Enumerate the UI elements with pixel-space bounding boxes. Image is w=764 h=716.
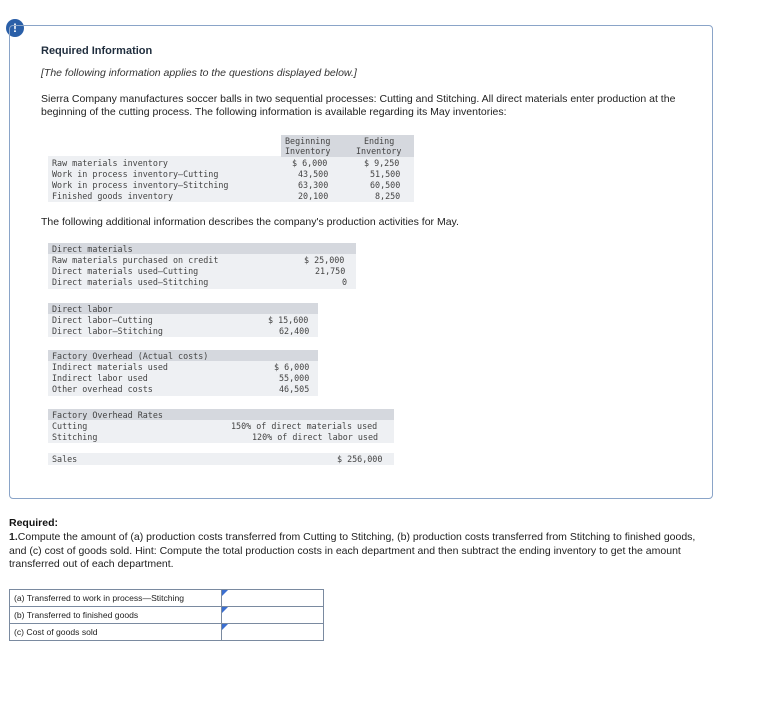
oh-value: 55,000 [279,373,310,383]
rates-value: 150% of direct materials used [231,421,378,431]
inv-label: Finished goods inventory [52,191,174,201]
rates-heading: Factory Overhead Rates [52,410,163,420]
dl-value: $ 15,600 [268,315,309,325]
answer-label: (a) Transferred to work in process—Stitching [10,590,222,607]
inv-end: 60,500 [370,180,401,190]
oh-heading: Factory Overhead (Actual costs) [52,351,209,361]
inv-end: 51,500 [370,169,401,179]
answer-label: (b) Transferred to finished goods [10,607,222,624]
answer-input[interactable] [226,624,323,640]
answer-label: (c) Cost of goods sold [10,624,222,641]
required-information-title: Required Information [41,45,153,57]
answer-row [10,624,324,641]
applies-note: [The following information applies to the questions displayed below.] [41,67,357,79]
dm-label: Direct materials used—Stitching [52,277,209,287]
dl-value: 62,400 [279,326,310,336]
col-ending-line2: Inventory [356,146,402,156]
answer-input-cell[interactable] [222,624,324,641]
rates-value: 120% of direct labor used [252,432,379,442]
col-beginning-line1: Beginning [285,136,331,146]
oh-label: Indirect materials used [52,362,168,372]
dl-label: Direct labor—Cutting [52,315,153,325]
answer-table [9,589,324,641]
answer-row [10,607,324,624]
dm-value: 21,750 [315,266,346,276]
additional-info-text: The following additional information describes the company's production activities for May. [41,216,459,228]
dl-heading: Direct labor [52,304,113,314]
answer-input[interactable] [226,590,323,606]
inv-begin: $ 6,000 [292,158,328,168]
oh-value: 46,505 [279,384,310,394]
dl-label: Direct labor—Stitching [52,326,163,336]
question-1 [9,531,709,572]
input-marker-icon [222,607,228,613]
inv-begin: 43,500 [298,169,329,179]
col-beginning-line2: Inventory [285,146,331,156]
alert-icon: ! [6,19,24,37]
inv-label: Raw materials inventory [52,158,168,168]
answer-row [10,590,324,607]
inv-label: Work in process inventory—Stitching [52,180,229,190]
inv-begin: 20,100 [298,191,329,201]
inv-end: 8,250 [375,191,401,201]
question-text: Compute the amount of (a) production costs transferred from Cutting to Stitching, (b) production costs transferred from Stitching to finished goods, and (c) cost of goods sold. Hint: Compute the total production costs in each department and then subtract the ending inventory to get the amount transferred out of each department. [9,531,696,570]
col-ending-line1: Ending [364,136,395,146]
input-marker-icon [222,590,228,596]
inv-begin: 63,300 [298,180,329,190]
required-heading: Required: [9,517,59,529]
rates-label: Stitching [52,432,98,442]
rates-label: Cutting [52,421,88,431]
inv-end: $ 9,250 [364,158,400,168]
sales-value: $ 256,000 [337,454,383,464]
answer-input-cell[interactable] [222,590,324,607]
dm-heading: Direct materials [52,244,133,254]
sales-label: Sales [52,454,78,464]
dm-value: $ 25,000 [304,255,345,265]
oh-value: $ 6,000 [274,362,310,372]
answer-input-cell[interactable] [222,607,324,624]
dm-label: Raw materials purchased on credit [52,255,219,265]
inv-label: Work in process inventory—Cutting [52,169,219,179]
oh-label: Other overhead costs [52,384,153,394]
question-number: 1. [9,531,18,543]
answer-input[interactable] [226,607,323,623]
oh-label: Indirect labor used [52,373,148,383]
dm-label: Direct materials used—Cutting [52,266,199,276]
input-marker-icon [222,624,228,630]
dm-value: 0 [342,277,348,287]
intro-paragraph: Sierra Company manufactures soccer balls in two sequential processes: Cutting and Stitching. All direct materials enter production at the beginning of the cutting process. The following information is available regarding its May inventories: [41,93,676,118]
